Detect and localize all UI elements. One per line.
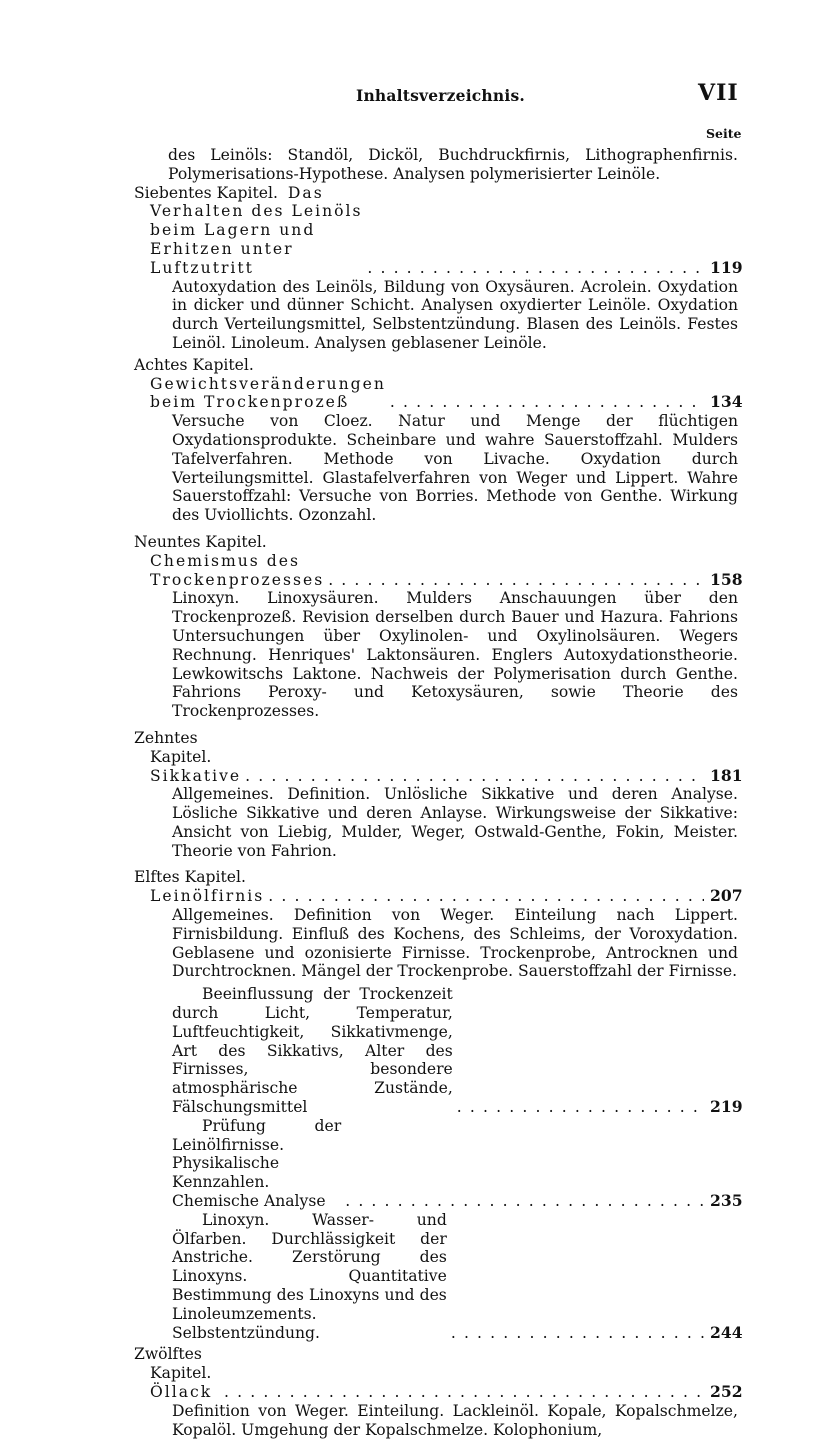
leader-dots: [220, 1383, 704, 1402]
table-of-contents: [134, 146, 743, 1442]
chapter-title: Gewichtsveränderungen beim Trockenprozeß: [150, 374, 386, 412]
toc-subentry[interactable]: [172, 1210, 743, 1343]
chapter-label: Neuntes Kapitel.: [134, 532, 267, 551]
chapter-page: 119: [710, 257, 743, 277]
chapter-title: Leinölfirnis: [150, 887, 265, 906]
chapter-page: 158: [710, 569, 743, 589]
chapter-7: [134, 183, 743, 353]
chapter-page: 207: [710, 886, 743, 906]
toc-entry-chapter-12[interactable]: [134, 1345, 743, 1401]
chapter-description: Versuche von Cloez. Natur und Menge der flüchtigen Oxydationsprodukte. Scheinbare und wahre Sauerstoffzahl. Mulders Tafelverfahren. Methode von Livache. Oxydation durch Verteilungsmittel. Glastafelverfahren von Weger und Lippert. Wahre Sauerstoffzahl: Versuche von Borries. Methode von Genthe. Wirkung des Uviollichts. Ozonzahl.: [172, 412, 738, 525]
chapter-description: Autoxydation des Leinöls, Bildung von Oxysäuren. Acrolein. Oxydation in dicker und dünner Schicht. Analysen oxydierter Leinöle. Oxydation durch Verteilungsmittel, Selbstentzündung. Blasen des Leinöls. Festes Leinöl. Linoleum. Analysen geblasener Leinöle.: [172, 277, 738, 352]
chapter-label: Elftes Kapitel.: [134, 868, 246, 887]
chapter-title: Sikkative: [150, 766, 242, 785]
chapter-title: Öllack: [150, 1383, 213, 1401]
continuation-text: des Leinöls: Standöl, Dicköl, Buchdruckfirnis, Lithographenfirnis. Polymerisations-Hypothese. Analysen polymerisierter Leinöle.: [168, 146, 738, 183]
chapter-title: Das Verhalten des Leinöls beim Lagern und Erhitzen unter Luftzutritt: [150, 183, 363, 277]
subentry-text: Linoxyn. Wasser- und Ölfarben. Durchlässigkeit der Anstriche. Zerstörung des Linoxyns. Quantitative Bestimmung des Linoxyns und des Linoleumzements. Selbstentzündung.: [172, 1210, 447, 1342]
chapter-page: 134: [710, 392, 743, 412]
chapter-label: Zwölftes Kapitel.: [134, 1345, 212, 1383]
toc-subentry[interactable]: [172, 985, 743, 1117]
running-header-title: Inhaltsverzeichnis.: [356, 86, 525, 105]
chapter-description: Allgemeines. Definition. Unlösliche Sikkative und deren Analyse. Lösliche Sikkative und deren Anlayse. Wirkungsweise der Sikkative: Ansicht von Liebig, Mulder, Weger, Ostwald-Genthe, Fokin, Meister. Theorie von Fahrion.: [172, 785, 738, 860]
toc-subentry[interactable]: [172, 1116, 743, 1211]
chapter-page: 252: [710, 1382, 743, 1401]
toc-entry-chapter-10[interactable]: [134, 728, 743, 785]
chapter-page: 181: [710, 765, 743, 785]
chapter-title: Chemismus des Trockenprozesses: [150, 551, 325, 589]
chapter-label: Achtes Kapitel.: [134, 355, 254, 374]
leader-dots: [341, 1192, 704, 1211]
chapter-label: Siebentes Kapitel.: [134, 183, 278, 202]
subentry-page: 219: [710, 1097, 743, 1117]
leader-dots: [447, 1324, 704, 1343]
leader-dots: [363, 259, 704, 278]
chapter-label: Zehntes Kapitel.: [134, 728, 212, 766]
chapter-12: [134, 1345, 743, 1439]
leader-dots: [264, 887, 704, 906]
leader-dots: [324, 571, 704, 590]
chapter-description: Definition von Weger. Einteilung. Lackleinöl. Kopale, Kopalschmelze, Kopalöl. Umgehung der Kopalschmelze. Kolophonium,: [172, 1401, 738, 1439]
chapter-11: [134, 868, 743, 1342]
chapter-description: Allgemeines. Definition von Weger. Einteilung nach Lippert. Firnisbildung. Einfluß des Kochens, des Schleims, der Voroxydation. Geblasene und ozonisierte Firnisse. Trockenprobe, Antrocknen und Durchtrocknen. Mängel der Trockenprobe. Sauerstoffzahl der Firnisse.: [172, 906, 738, 981]
toc-entry-chapter-7[interactable]: [134, 183, 743, 278]
leader-dots: [386, 393, 704, 412]
toc-entry-chapter-8[interactable]: [134, 355, 743, 412]
leader-dots: [241, 767, 704, 786]
subentry-text: Beeinflussung der Trockenzeit durch Licht, Temperatur, Luftfeuchtigkeit, Sikkativmenge, Art des Sikkativs, Alter des Firnisses, besondere atmosphärische Zustände, Fälschungsmittel: [172, 985, 453, 1117]
subentry-page: 235: [710, 1191, 743, 1211]
toc-entry-chapter-11[interactable]: [134, 868, 743, 906]
leader-dots: [453, 1098, 704, 1117]
page-number: VII: [698, 80, 739, 106]
subentry-text: Prüfung der Leinölfirnisse. Physikalische Kennzahlen. Chemische Analyse: [172, 1116, 342, 1211]
chapter-description: Linoxyn. Linoxysäuren. Mulders Anschauungen über den Trockenprozeß. Revision derselben durch Bauer und Hazura. Fahrions Untersuchungen über Oxylinolen- und Oxylinolsäuren. Wegers Rechnung. Henriques' Laktonsäuren. Englers Autoxydationstheorie. Lewkowitschs Laktone. Nachweis der Polymerisation durch Genthe. Fahrions Peroxy- und Ketoxysäuren, sowie Theorie des Trockenprozesses.: [172, 589, 738, 721]
chapter-8: [134, 355, 743, 525]
subentry-page: 244: [710, 1322, 743, 1342]
toc-entry-chapter-9[interactable]: [134, 532, 743, 589]
chapter-9: [134, 532, 743, 721]
chapter-10: [134, 728, 743, 861]
seite-column-label: Seite: [706, 126, 742, 141]
